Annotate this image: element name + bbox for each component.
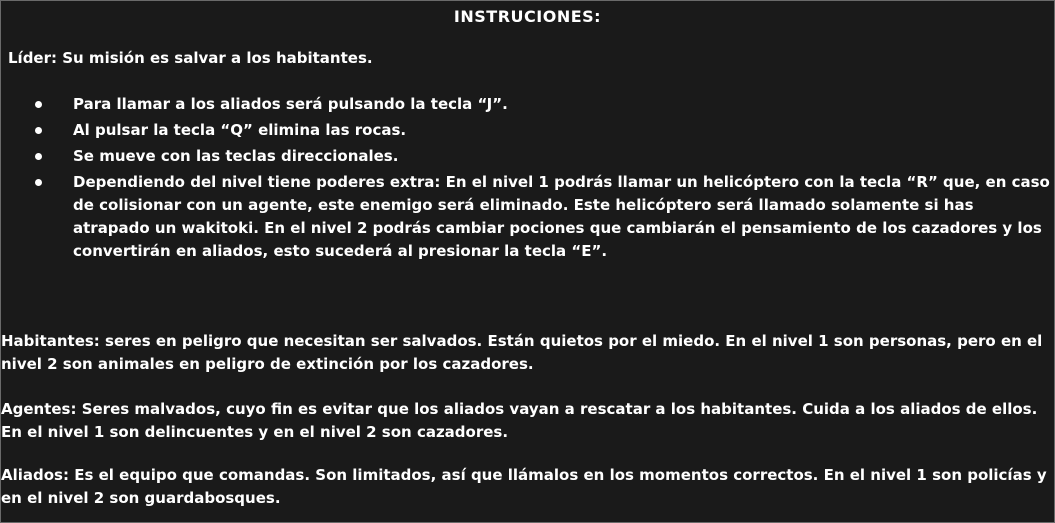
bullet-icon xyxy=(35,179,42,186)
instructions-title: INSTRUCIONES: xyxy=(453,7,602,26)
list-item xyxy=(1,119,1051,142)
bullet-icon xyxy=(35,127,42,134)
list-item xyxy=(1,145,1051,168)
list-item xyxy=(1,171,1051,263)
habitantes-description: Habitantes: seres en peligro que necesitan ser salvados. Están quietos por el miedo. En el nivel 1 son personas, pero en el nivel 2 son animales en peligro de extinción por los cazadores. xyxy=(1,332,1043,373)
leader-abilities-list xyxy=(1,93,1051,266)
list-item-text: Al pulsar la tecla “Q” elimina las rocas. xyxy=(73,121,407,139)
list-item-text: Se mueve con las teclas direccionales. xyxy=(73,147,399,165)
aliados-description: Aliados: Es el equipo que comandas. Son limitados, así que llámalos en los momentos correctos. En el nivel 1 son policías y en el nivel 2 son guardabosques. xyxy=(1,466,1047,507)
leader-description: Líder: Su misión es salvar a los habitantes. xyxy=(8,49,373,67)
bullet-icon xyxy=(35,153,42,160)
list-item-text: Dependiendo del nivel tiene poderes extra: En el nivel 1 podrás llamar un helicóptero con la tecla “R” que, en caso de colisionar con un agente, este enemigo será eliminado. Este helicóptero será llamado solamente si has atrapado un wakitoki. En el nivel 2 podrás cambiar pociones que cambiarán el pensamiento de los cazadores y los convertirán en aliados, esto sucederá al presionar la tecla “E”. xyxy=(73,173,1050,260)
list-item xyxy=(1,93,1051,116)
bullet-icon xyxy=(35,101,42,108)
agentes-description: Agentes: Seres malvados, cuyo fin es evitar que los aliados vayan a rescatar a los habitantes. Cuida a los aliados de ellos. En el nivel 1 son delincuentes y en el nivel 2 son cazadores. xyxy=(1,400,1038,441)
list-item-text: Para llamar a los aliados será pulsando la tecla “J”. xyxy=(73,95,508,113)
